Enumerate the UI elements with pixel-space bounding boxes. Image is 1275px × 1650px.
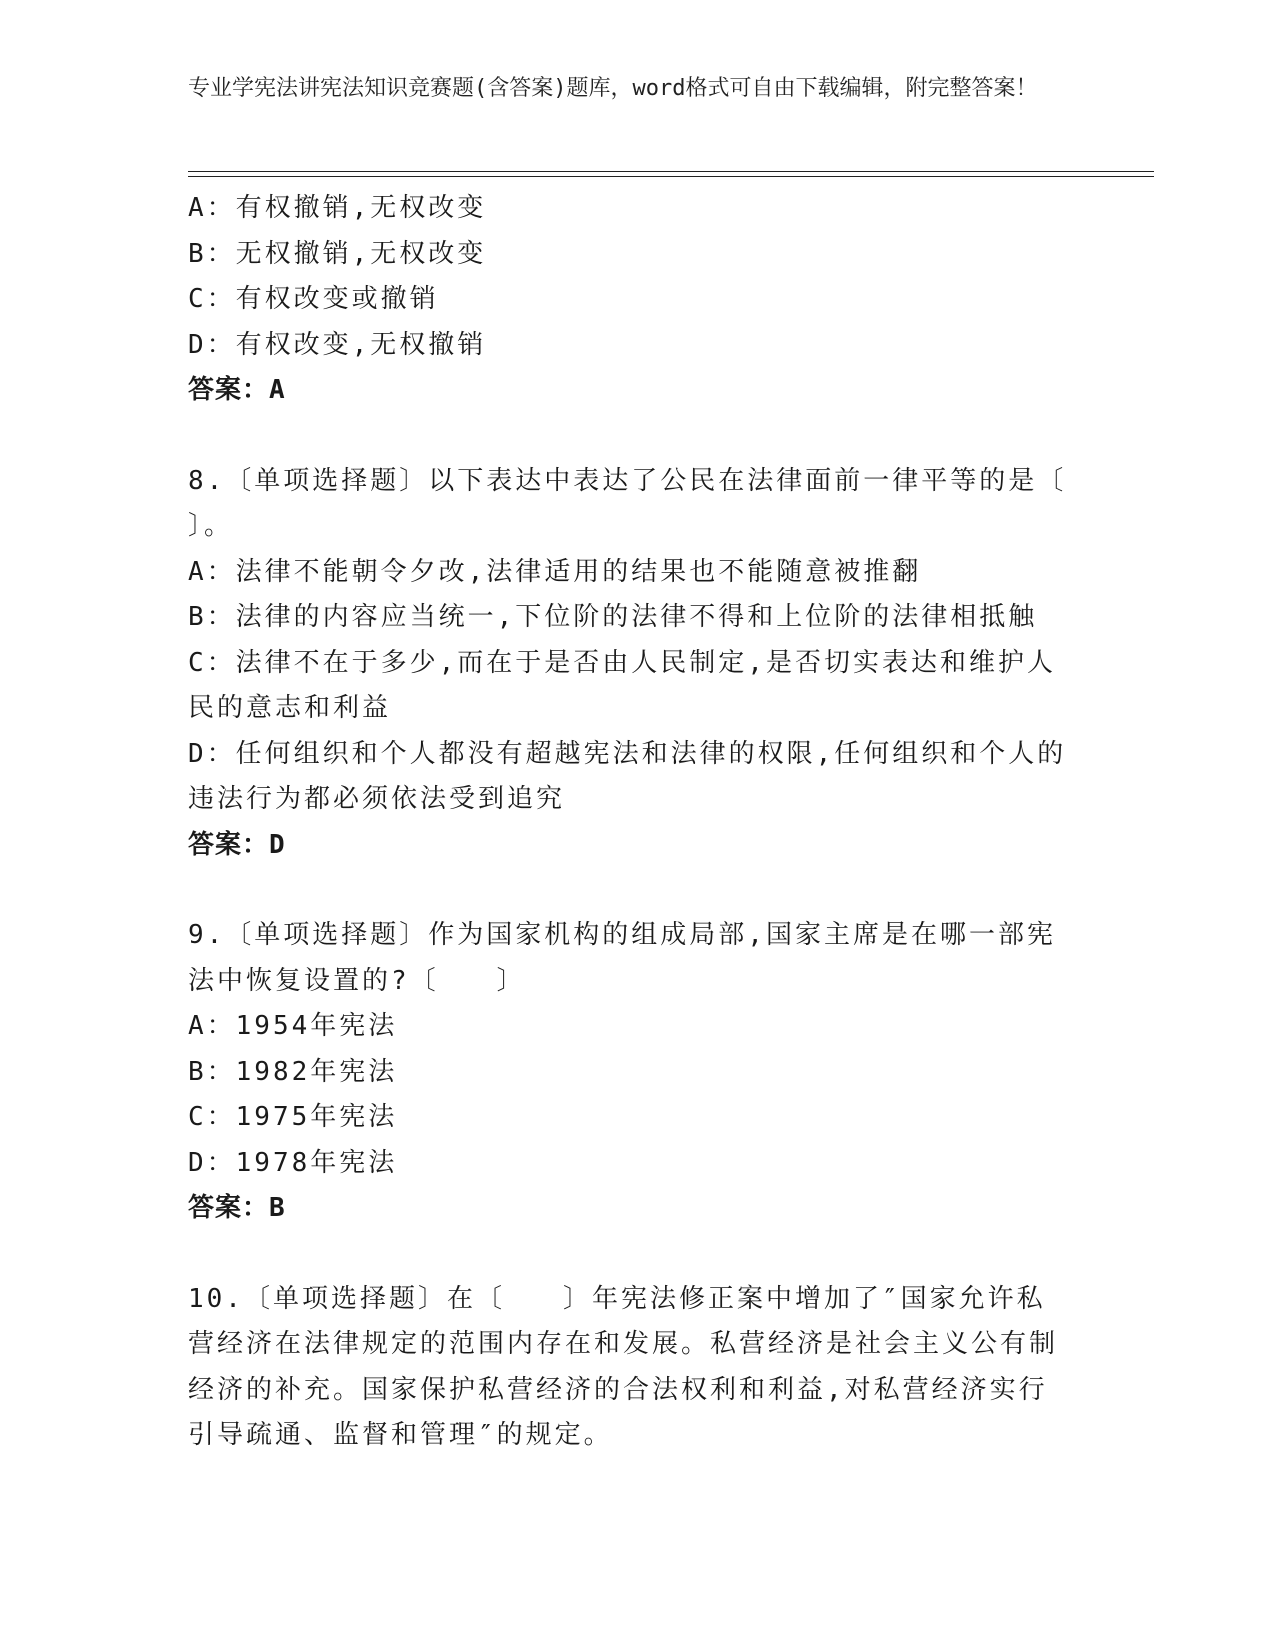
question-7 xyxy=(188,186,1068,414)
document-header xyxy=(188,74,1068,104)
option-a: A：1954年宪法 xyxy=(188,1011,398,1041)
option-c: C：有权改变或撤销 xyxy=(188,284,439,314)
option-b: B：法律的内容应当统一,下位阶的法律不得和上位阶的法律相抵触 xyxy=(188,602,1038,632)
question-stem: 8.〔单项选择题〕以下表达中表达了公民在法律面前一律平等的是〔 xyxy=(188,465,1067,496)
question-stem: 9.〔单项选择题〕作为国家机构的组成局部,国家主席是在哪一部宪法中恢复设置的?〔 〕 xyxy=(188,920,1056,996)
option-c: C：法律不在于多少,而在于是否由人民制定,是否切实表达和维护人民的意志和利益 xyxy=(188,647,1056,723)
question-list xyxy=(188,186,1068,1459)
question-stem-continued: 〕。 xyxy=(188,511,234,541)
answer: 答案：A xyxy=(188,375,286,405)
question-10 xyxy=(188,1277,1068,1459)
option-b: B：无权撤销,无权改变 xyxy=(188,238,487,269)
header-rule-bottom xyxy=(188,176,1154,177)
option-b: B：1982年宪法 xyxy=(188,1056,398,1087)
option-c: C：1975年宪法 xyxy=(188,1102,398,1132)
option-a: A：法律不能朝令夕改,法律适用的结果也不能随意被推翻 xyxy=(188,556,922,587)
question-stem: 10.〔单项选择题〕在〔 〕年宪法修正案中增加了″国家允许私营经济在法律规定的范围内存在和发展。私营经济是社会主义公有制经济的补充。国家保护私营经济的合法权利和利益,对私营经济实行引导疏通、监督和管理″的规定。 xyxy=(188,1283,1059,1450)
question-8 xyxy=(188,459,1068,869)
answer: 答案：B xyxy=(188,1193,286,1223)
option-d: D：有权改变,无权撤销 xyxy=(188,329,487,360)
question-9 xyxy=(188,913,1068,1232)
header-rule-top xyxy=(188,171,1154,172)
option-d: D：任何组织和个人都没有超越宪法和法律的权限,任何组织和个人的违法行为都必须依法受到追究 xyxy=(188,738,1067,814)
option-d: D：1978年宪法 xyxy=(188,1147,398,1178)
header-text: 专业学宪法讲宪法知识竞赛题(含答案)题库，word格式可自由下载编辑，附完整答案！ xyxy=(188,76,1038,101)
option-a: A：有权撤销,无权改变 xyxy=(188,193,487,223)
answer: 答案：D xyxy=(188,829,286,860)
